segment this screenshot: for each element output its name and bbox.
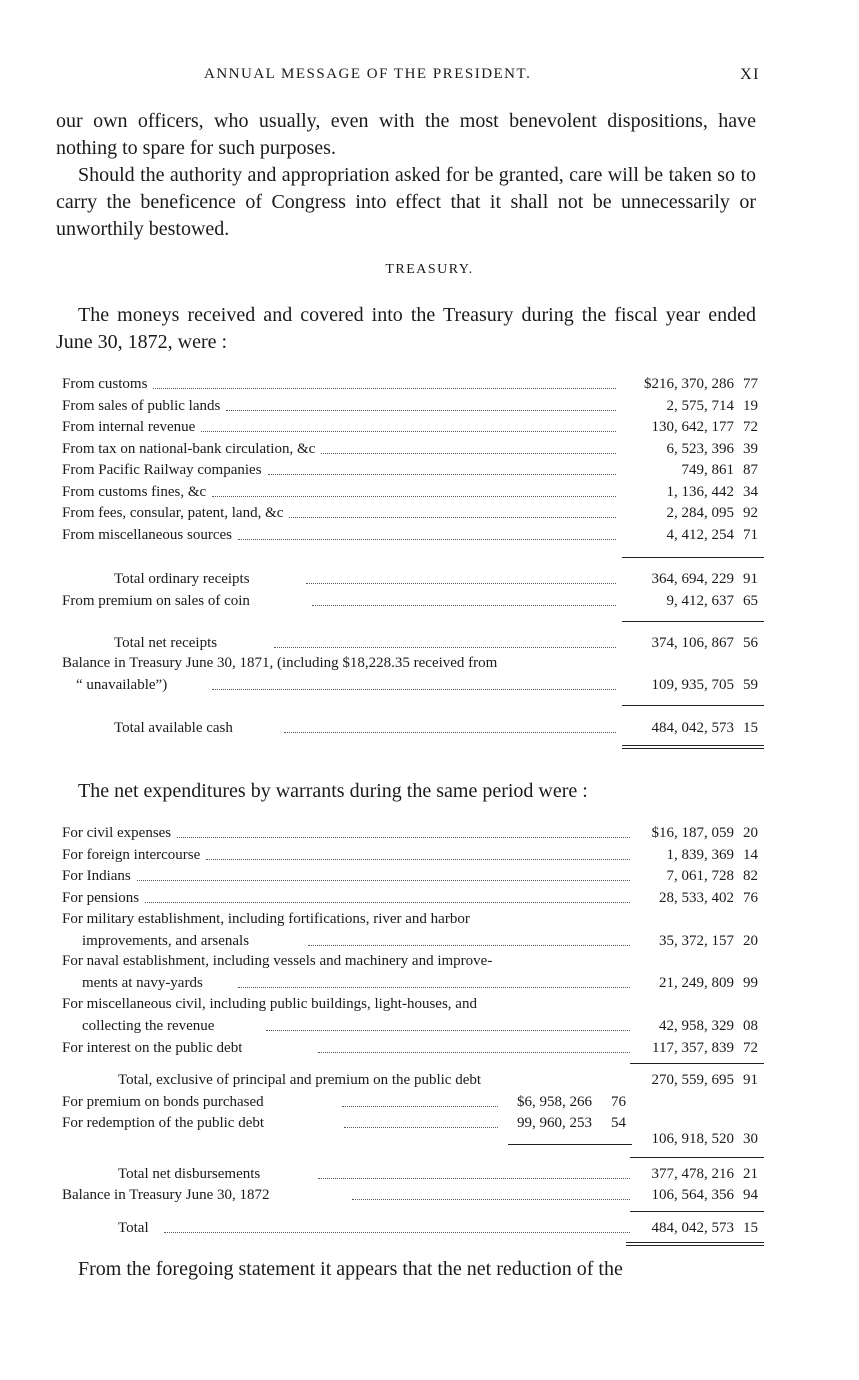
row-label: From tax on national-bank circulation, &c — [62, 440, 316, 457]
row-dollars: 28, 533, 402 — [659, 889, 734, 906]
rule — [622, 705, 764, 706]
double-rule — [626, 1242, 764, 1246]
leader-dots — [206, 859, 630, 860]
row-dollars: 1, 136, 442 — [666, 483, 734, 500]
row-dollars: 4, 412, 254 — [666, 526, 734, 543]
row-dollars: 106, 918, 520 — [651, 1131, 734, 1147]
row-label: From fees, consular, patent, land, &c — [62, 505, 284, 521]
row-dollars: 2, 284, 095 — [666, 505, 734, 521]
row-label: “ unavailable”) — [76, 677, 168, 693]
leader-dots — [318, 1178, 630, 1179]
row-cents: 87 — [743, 462, 758, 478]
leader-dots — [177, 837, 630, 838]
leader-dots — [268, 474, 616, 475]
interest-row — [62, 1038, 764, 1059]
row-cents: 72 — [743, 1040, 758, 1056]
premium-bonds-row — [62, 1092, 764, 1113]
row-dollars: 117, 357, 839 — [652, 1040, 734, 1056]
row-dollars: $6, 958, 266 — [517, 1094, 592, 1110]
leader-dots — [212, 496, 616, 497]
row-dollars: 374, 106, 867 — [651, 635, 734, 651]
row-label: For interest on the public debt — [62, 1040, 243, 1056]
balance-1872-row — [62, 1185, 764, 1206]
row-label: From sales of public lands — [62, 397, 221, 414]
row-label: Total, exclusive of principal and premium on the public debt — [118, 1072, 482, 1088]
leader-dots — [238, 539, 616, 540]
row-cents: 15 — [743, 1220, 758, 1236]
row-label: Total available cash — [114, 720, 233, 736]
row-cents: 76 — [743, 889, 758, 906]
row-dollars: 749, 861 — [681, 462, 734, 478]
military-row-continued — [62, 931, 764, 952]
ledger-row — [62, 525, 764, 546]
row-cents: 20 — [743, 933, 758, 949]
row-cents: 91 — [743, 571, 758, 587]
leader-dots — [226, 410, 616, 411]
row-dollars: 6, 523, 396 — [666, 440, 734, 457]
row-label: For pensions — [62, 889, 140, 906]
row-dollars: $16, 187, 059 — [651, 825, 734, 841]
row-cents: 30 — [743, 1131, 758, 1147]
rule — [622, 621, 764, 622]
leader-dots — [274, 647, 616, 648]
grand-total-row — [62, 1218, 764, 1239]
row-dollars: $216, 370, 286 — [644, 376, 734, 392]
row-label: For naval establishment, including vessels and machinery and improve- — [62, 953, 493, 969]
row-dollars: 42, 958, 329 — [659, 1018, 734, 1034]
row-cents: 59 — [743, 677, 758, 693]
total-exclusive-row — [62, 1070, 764, 1091]
rule — [630, 1157, 764, 1158]
row-cents: 14 — [743, 846, 758, 863]
row-dollars: 484, 042, 573 — [651, 720, 734, 736]
balance-1871-row — [62, 653, 764, 674]
ledger-row — [62, 845, 764, 866]
running-title: ANNUAL MESSAGE OF THE PRESIDENT. — [204, 66, 532, 82]
double-rule — [622, 745, 764, 749]
rule — [630, 1063, 764, 1064]
leader-dots — [352, 1199, 630, 1200]
row-label: collecting the revenue — [82, 1018, 215, 1034]
leader-dots — [308, 945, 630, 946]
row-dollars: 364, 694, 229 — [651, 571, 734, 587]
row-label: Balance in Treasury June 30, 1872 — [62, 1187, 270, 1203]
total-net-receipts-row — [62, 633, 764, 654]
row-cents: 91 — [743, 1072, 758, 1088]
receipts-lead-paragraph: The moneys received and covered into the Treasury during the fiscal year ended June 30, 1872, were : — [56, 304, 756, 353]
row-cents: 99 — [743, 975, 758, 991]
row-label: Total ordinary receipts — [114, 571, 250, 587]
row-label: Total net disbursements — [118, 1166, 261, 1182]
row-label: For foreign intercourse — [62, 846, 201, 863]
row-label: For redemption of the public debt — [62, 1115, 265, 1131]
row-cents: 94 — [743, 1187, 758, 1203]
row-dollars: 99, 960, 253 — [517, 1115, 592, 1131]
military-row — [62, 909, 764, 930]
leader-dots — [306, 583, 616, 584]
row-label: From Pacific Railway companies — [62, 462, 262, 478]
row-label: Total net receipts — [114, 635, 218, 651]
row-cents: 08 — [743, 1018, 758, 1034]
leader-dots — [145, 902, 630, 903]
ledger-row — [62, 482, 764, 503]
row-cents: 65 — [743, 593, 758, 609]
row-dollars: 1, 839, 369 — [666, 846, 734, 863]
row-cents: 92 — [743, 505, 758, 521]
row-label: From customs fines, &c — [62, 483, 207, 500]
row-dollars: 106, 564, 356 — [651, 1187, 734, 1203]
row-cents: 20 — [743, 825, 758, 841]
leader-dots — [342, 1106, 498, 1107]
misc-civil-row-continued — [62, 1016, 764, 1037]
row-cents: 77 — [743, 376, 758, 392]
leader-dots — [321, 453, 616, 454]
row-cents: 56 — [743, 635, 758, 651]
row-cents: 21 — [743, 1166, 758, 1182]
row-cents: 72 — [743, 419, 758, 435]
ledger-row — [62, 503, 764, 524]
naval-row-continued — [62, 973, 764, 994]
bonds-subtotal-row — [62, 1129, 764, 1150]
row-label: Total — [118, 1220, 149, 1236]
row-label: For premium on bonds purchased — [62, 1094, 264, 1110]
ledger-row — [62, 374, 764, 395]
row-label: From internal revenue — [62, 419, 196, 435]
row-label: For civil expenses — [62, 825, 172, 841]
leader-dots — [318, 1052, 630, 1053]
leader-dots — [201, 431, 616, 432]
leader-dots — [284, 732, 616, 733]
row-dollars: 109, 935, 705 — [651, 677, 734, 693]
row-label: For military establishment, including fortifications, river and harbor — [62, 911, 470, 927]
leader-dots — [266, 1030, 630, 1031]
row-label: ments at navy-yards — [82, 975, 203, 991]
ledger-row — [62, 888, 764, 909]
leader-dots — [238, 987, 630, 988]
row-label: From premium on sales of coin — [62, 593, 250, 609]
naval-row — [62, 951, 764, 972]
row-label: improvements, and arsenals — [82, 933, 250, 949]
leader-dots — [312, 605, 616, 606]
row-dollars: 484, 042, 573 — [651, 1220, 734, 1236]
total-available-cash-row — [62, 718, 764, 739]
intro-paragraph: Should the authority and appropriation asked for be granted, care will be taken so to carry the beneficence of Congress into effect that it shall not be unnecessarily or unworthily bestowed. — [56, 164, 756, 240]
total-ordinary-receipts-row — [62, 569, 764, 590]
row-label: For Indians — [62, 868, 131, 884]
leader-dots — [344, 1127, 498, 1128]
expenditures-lead-paragraph: The net expenditures by warrants during the same period were : — [78, 780, 588, 802]
row-cents: 82 — [743, 868, 758, 884]
row-cents: 71 — [743, 526, 758, 543]
intro-paragraph-continued: our own officers, who usually, even with the most benevolent dispositions, have nothing to spare for such purposes. — [56, 110, 756, 159]
leader-dots — [289, 517, 616, 518]
row-dollars: 21, 249, 809 — [659, 975, 734, 991]
row-cents: 19 — [743, 397, 758, 414]
ledger-row — [62, 439, 764, 460]
row-label: Balance in Treasury June 30, 1871, (including $18,228.35 received from — [62, 655, 498, 671]
row-cents: 54 — [611, 1115, 626, 1131]
total-net-disbursements-row — [62, 1164, 764, 1185]
closing-paragraph: From the foregoing statement it appears that the net reduction of the — [78, 1258, 623, 1280]
row-dollars: 377, 478, 216 — [651, 1166, 734, 1182]
leader-dots — [212, 689, 616, 690]
row-cents: 34 — [743, 483, 758, 500]
ledger-row — [62, 396, 764, 417]
rule — [622, 557, 764, 558]
ledger-row — [62, 866, 764, 887]
row-cents: 39 — [743, 440, 758, 457]
ledger-row — [62, 417, 764, 438]
row-dollars: 35, 372, 157 — [659, 933, 734, 949]
rule — [630, 1211, 764, 1212]
leader-dots — [137, 880, 630, 881]
row-dollars: 7, 061, 728 — [666, 868, 734, 884]
leader-dots — [153, 388, 616, 389]
row-dollars: 130, 642, 177 — [651, 419, 734, 435]
misc-civil-row — [62, 994, 764, 1015]
row-cents: 15 — [743, 720, 758, 736]
section-title: TREASURY. — [385, 262, 474, 277]
row-dollars: 9, 412, 637 — [666, 593, 734, 609]
row-label: From customs — [62, 376, 148, 392]
row-dollars: 2, 575, 714 — [666, 397, 734, 414]
leader-dots — [164, 1232, 630, 1233]
row-label: From miscellaneous sources — [62, 526, 232, 543]
row-label: For miscellaneous civil, including public buildings, light-houses, and — [62, 996, 477, 1012]
row-cents: 76 — [611, 1094, 626, 1110]
page-number: XI — [740, 66, 760, 83]
row-dollars: 270, 559, 695 — [651, 1072, 734, 1088]
ledger-row — [62, 460, 764, 481]
balance-1871-row-continued — [62, 675, 764, 696]
premium-coin-row — [62, 591, 764, 612]
ledger-row — [62, 823, 764, 844]
